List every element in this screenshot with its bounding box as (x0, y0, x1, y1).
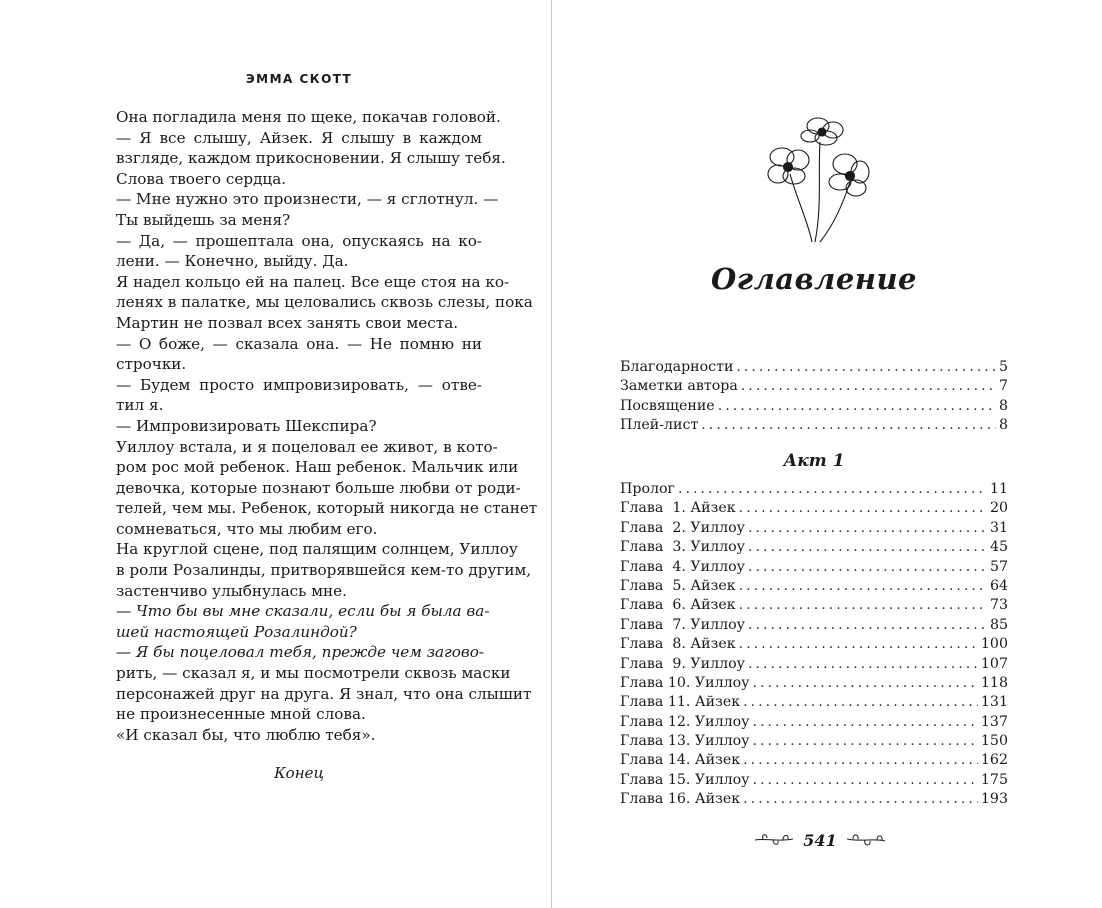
toc-leader-dots (678, 480, 987, 499)
text-line: — Да, — прошептала она, опускаясь на ко- (116, 231, 482, 250)
toc-entry-label: Глава 11. Айзек (620, 694, 741, 711)
text-line: — Будем просто импровизировать, — отве- (116, 375, 482, 394)
ending-label: Конец (274, 764, 324, 782)
text-line: Ты выйдешь за меня? (116, 210, 291, 229)
toc-leader-dots (753, 713, 978, 732)
act-title: Акт 1 (783, 451, 845, 471)
text-line: «И сказал бы, что люблю тебя». (116, 725, 376, 744)
toc-entry-label: Глава 9. Уиллоу (620, 655, 745, 672)
toc-entry-label: Глава 6. Айзек (620, 597, 736, 614)
left-vine-ornament-icon (753, 830, 795, 850)
toc-entry-page: 118 (980, 674, 1008, 691)
toc-entry[interactable] (620, 558, 1008, 577)
page-number: 541 (803, 830, 837, 850)
toc-title: Оглавление (711, 262, 917, 296)
toc-entry-page: 5 (998, 359, 1008, 375)
toc-entry-page: 131 (980, 694, 1008, 711)
toc-entry[interactable] (620, 790, 1008, 809)
toc-front-matter (620, 358, 1008, 436)
toc-entry-label: Глава 8. Айзек (620, 636, 736, 653)
toc-leader-dots (753, 771, 978, 790)
text-line: застенчиво улыбнулась мне. (116, 581, 347, 600)
toc-leader-dots (739, 499, 987, 518)
toc-entry-label: Заметки автора (620, 378, 738, 395)
poppy-flowers-icon (760, 112, 870, 247)
toc-entry-page: 45 (989, 539, 1008, 556)
text-line: Я надел кольцо ей на палец. Все еще стоя на ко- (116, 272, 510, 291)
toc-entry-label: Пролог (620, 481, 675, 497)
toc-entry-page: 85 (989, 616, 1008, 633)
toc-entry-label: Глава 10. Уиллоу (620, 674, 750, 691)
toc-leader-dots (753, 732, 978, 751)
running-head: ЭММА СКОТТ (245, 72, 353, 86)
toc-entry-label: Глава 1. Айзек (620, 500, 736, 517)
toc-entry-page: 137 (980, 713, 1008, 730)
toc-chapters (620, 480, 1008, 810)
text-line: ленях в палатке, мы целовались сквозь слезы, пока (116, 293, 533, 312)
right-vine-ornament-icon (845, 830, 887, 850)
text-line: взгляде, каждом прикосновении. Я слышу тебя. (116, 149, 506, 168)
toc-leader-dots (748, 616, 987, 635)
toc-entry-label: Глава 3. Уиллоу (620, 539, 745, 556)
text-line: шей настоящей Розалиндой? (116, 622, 357, 641)
toc-leader-dots (748, 655, 978, 674)
text-line: — Импровизировать Шекспира? (116, 416, 377, 435)
toc-entry-page: 64 (989, 577, 1008, 594)
text-line: Мартин не позвал всех занять свои места. (116, 313, 459, 332)
toc-entry-label: Глава 4. Уиллоу (620, 558, 745, 575)
text-line: персонажей друг на друга. Я знал, что она слышит (116, 684, 532, 703)
text-line: — Я все слышу, Айзек. Я слышу в каждом (116, 128, 482, 147)
text-line: девочка, которые познают больше любви от роди- (116, 478, 521, 497)
text-line: строчки. (116, 355, 187, 374)
text-line: рить, — сказал я, и мы посмотрели сквозь маски (116, 664, 511, 683)
toc-entry[interactable] (620, 358, 1008, 377)
toc-entry-label: Глава 14. Айзек (620, 752, 741, 769)
toc-entry[interactable] (620, 538, 1008, 557)
toc-leader-dots (748, 519, 987, 538)
toc-entry-page: 20 (989, 500, 1008, 517)
toc-entry[interactable] (620, 635, 1008, 654)
toc-entry-page: 8 (998, 397, 1008, 414)
toc-entry-label: Глава 13. Уиллоу (620, 733, 750, 750)
toc-entry-page: 150 (980, 733, 1008, 750)
toc-leader-dots (739, 596, 987, 615)
toc-leader-dots (753, 674, 978, 693)
toc-entry-page: 57 (989, 558, 1008, 575)
toc-entry-label: Плей-лист (620, 417, 699, 434)
toc-leader-dots (739, 577, 987, 596)
toc-leader-dots (701, 416, 996, 435)
toc-entry[interactable] (620, 771, 1008, 790)
toc-entry-label: Глава 5. Айзек (620, 577, 736, 594)
toc-entry-page: 73 (989, 597, 1008, 614)
toc-entry-label: Благодарности (620, 359, 734, 375)
toc-entry-page: 162 (980, 752, 1008, 769)
toc-entry[interactable] (620, 519, 1008, 538)
toc-leader-dots (743, 790, 978, 809)
text-line: в роли Розалинды, притворявшейся кем-то другим, (116, 561, 532, 580)
toc-entry[interactable] (620, 480, 1008, 499)
toc-entry[interactable] (620, 596, 1008, 615)
text-line: — О боже, — сказала она. — Не помню ни (116, 334, 482, 353)
toc-entry-label: Глава 12. Уиллоу (620, 713, 750, 730)
text-line: Она погладила меня по щеке, покачав головой. (116, 108, 501, 126)
text-line: Слова твоего сердца. (116, 169, 287, 188)
text-line: ром рос мой ребенок. Наш ребенок. Мальчик или (116, 458, 519, 477)
toc-leader-dots (743, 751, 978, 770)
text-line: сомневаться, что мы любим его. (116, 519, 378, 538)
toc-entry[interactable] (620, 616, 1008, 635)
text-line: лени. — Конечно, выйду. Да. (116, 252, 349, 271)
toc-leader-dots (718, 397, 996, 416)
toc-leader-dots (748, 558, 987, 577)
toc-entry-page: 7 (998, 378, 1008, 395)
toc-leader-dots (743, 693, 978, 712)
toc-entry[interactable] (620, 713, 1008, 732)
toc-entry[interactable] (620, 732, 1008, 751)
toc-entry[interactable] (620, 499, 1008, 518)
toc-entry-label: Глава 16. Айзек (620, 791, 741, 808)
toc-entry-page: 8 (998, 417, 1008, 434)
toc-entry[interactable] (620, 377, 1008, 396)
toc-entry[interactable] (620, 751, 1008, 770)
toc-leader-dots (736, 358, 996, 377)
toc-leader-dots (748, 538, 987, 557)
text-line: — Мне нужно это произнести, — я сглотнул. — (116, 190, 499, 209)
page-folio (750, 828, 890, 852)
toc-leader-dots (739, 635, 978, 654)
toc-entry[interactable] (620, 416, 1008, 435)
toc-entry-label: Глава 15. Уиллоу (620, 771, 750, 788)
toc-entry-label: Посвящение (620, 397, 715, 414)
toc-entry-page: 100 (980, 636, 1008, 653)
text-line: Уиллоу встала, и я поцеловал ее живот, в кото- (116, 437, 498, 456)
toc-entry-page: 107 (980, 655, 1008, 672)
toc-entry-label: Глава 2. Уиллоу (620, 519, 745, 536)
body-text (116, 107, 538, 745)
toc-entry[interactable] (620, 674, 1008, 693)
text-line: На круглой сцене, под палящим солнцем, Уиллоу (116, 540, 518, 559)
toc-entry-page: 11 (989, 481, 1008, 497)
toc-entry[interactable] (620, 655, 1008, 674)
toc-entry[interactable] (620, 693, 1008, 712)
toc-entry-page: 175 (980, 771, 1008, 788)
text-line: — Я бы поцеловал тебя, прежде чем загово- (116, 643, 484, 662)
toc-entry[interactable] (620, 397, 1008, 416)
text-line: не произнесенные мной слова. (116, 705, 366, 724)
toc-entry-page: 31 (989, 519, 1008, 536)
text-line: тил я. (116, 396, 164, 415)
toc-entry-label: Глава 7. Уиллоу (620, 616, 745, 633)
text-line: — Что бы вы мне сказали, если бы я была ва- (116, 602, 490, 621)
toc-entry-page: 193 (980, 791, 1008, 808)
book-spine (551, 0, 552, 908)
toc-entry[interactable] (620, 577, 1008, 596)
toc-leader-dots (741, 377, 996, 396)
text-line: телей, чем мы. Ребенок, который никогда не станет (116, 499, 538, 518)
